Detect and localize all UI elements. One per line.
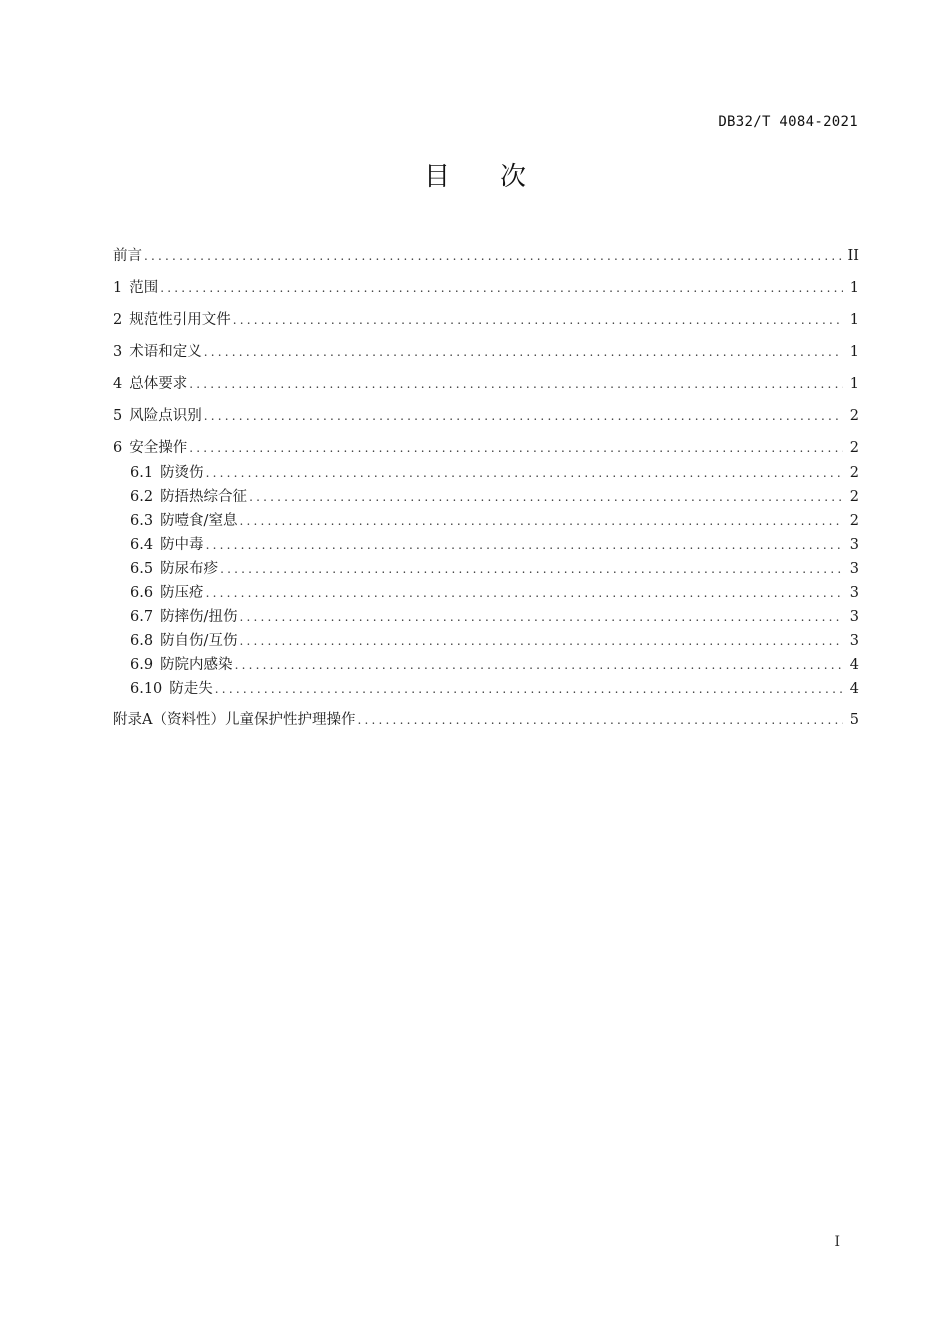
toc-page-number: 5 [849, 712, 859, 728]
toc-entry-title: 防尿布疹 [160, 561, 219, 577]
toc-leader-dots [215, 679, 843, 699]
title-char-2: 次 [500, 162, 527, 192]
toc-entry-title: 防院内感染 [160, 657, 233, 673]
toc-page-number: 3 [849, 537, 859, 553]
toc-entry-title: 防自伤/互伤 [160, 633, 238, 649]
toc-page-number: 1 [849, 280, 859, 296]
toc-leader-dots [233, 310, 843, 330]
toc-entry-2[interactable] [113, 310, 859, 330]
toc-entry-number: 6.8 [130, 633, 154, 649]
toc-page-number: 3 [849, 561, 859, 577]
toc-entry-number: 3 [113, 344, 123, 360]
toc-leader-dots [239, 607, 843, 627]
footer-page-number: I [834, 1234, 840, 1250]
toc-leader-dots [206, 463, 843, 483]
toc-leader-dots [189, 438, 843, 458]
toc-page-number: 3 [849, 633, 859, 649]
toc-entry-title: 风险点识别 [129, 408, 202, 424]
toc-entry-6-1[interactable] [130, 463, 859, 483]
toc-entry-6-8[interactable] [130, 631, 859, 651]
toc-entry-5[interactable] [113, 406, 859, 426]
toc-entry-title: 防捂热综合征 [160, 489, 248, 505]
toc-leader-dots [235, 655, 843, 675]
toc-entry-3[interactable] [113, 342, 859, 362]
document-code: DB32/T 4084-2021 [718, 114, 858, 130]
toc-entry-title: 防噎食/窒息 [160, 513, 238, 529]
toc-entry-number: 6.5 [130, 561, 154, 577]
toc-entry-number: 6.7 [130, 609, 154, 625]
toc-entry-title: 防中毒 [160, 537, 204, 553]
toc-page-number: 3 [849, 609, 859, 625]
toc-entry-6-2[interactable] [130, 487, 859, 507]
title-char-1: 目 [423, 162, 450, 192]
toc-entry-number: 6.4 [130, 537, 154, 553]
toc-page-number: 4 [849, 681, 859, 697]
toc-entry-6-3[interactable] [130, 511, 859, 531]
toc-entry-appendix-a[interactable] [113, 710, 859, 730]
toc-leader-dots [204, 342, 843, 362]
toc-leader-dots [144, 246, 842, 266]
toc-entry-title: 附录A（资料性）儿童保护性护理操作 [113, 712, 356, 728]
toc-entry-title: 总体要求 [129, 376, 188, 392]
toc-entry-4[interactable] [113, 374, 859, 394]
toc-page-number: 1 [849, 376, 859, 392]
toc-entry-foreword[interactable] [113, 246, 859, 266]
toc-leader-dots [206, 535, 843, 555]
toc-entry-number: 1 [113, 280, 123, 296]
toc-leader-dots [220, 559, 843, 579]
toc-page-number: 2 [849, 465, 859, 481]
toc-entry-6-4[interactable] [130, 535, 859, 555]
toc-page-number: 2 [849, 408, 859, 424]
toc-entry-title: 防摔伤/扭伤 [160, 609, 238, 625]
toc-entry-1[interactable] [113, 278, 859, 298]
toc-page-number: 1 [849, 312, 859, 328]
toc-entry-number: 4 [113, 376, 123, 392]
toc-page-number: 4 [849, 657, 859, 673]
toc-entry-number: 6.3 [130, 513, 154, 529]
toc-leader-dots [239, 631, 843, 651]
toc-entry-number: 5 [113, 408, 123, 424]
toc-entry-number: 6 [113, 440, 123, 456]
toc-entry-6-9[interactable] [130, 655, 859, 675]
toc-page-number: 2 [849, 513, 859, 529]
toc-entry-title: 防压疮 [160, 585, 204, 601]
toc-entry-number: 2 [113, 312, 123, 328]
toc-entry-6-5[interactable] [130, 559, 859, 579]
toc-entry-number: 6.6 [130, 585, 154, 601]
toc-entry-title: 规范性引用文件 [129, 312, 231, 328]
toc-entry-title: 防走失 [169, 681, 213, 697]
toc-leader-dots [160, 278, 843, 298]
toc-page-number: 1 [849, 344, 859, 360]
toc-leader-dots [239, 511, 843, 531]
toc-entry-number: 6.1 [130, 465, 154, 481]
toc-page-number: II [847, 248, 859, 264]
toc-page-number: 3 [849, 585, 859, 601]
toc-entry-title: 前言 [113, 248, 142, 264]
toc-entry-title: 安全操作 [129, 440, 188, 456]
toc-entry-number: 6.9 [130, 657, 154, 673]
toc-entry-6-7[interactable] [130, 607, 859, 627]
toc-entry-number: 6.10 [130, 681, 163, 697]
toc-entry-number: 6.2 [130, 489, 154, 505]
toc-entry-6[interactable] [113, 438, 859, 458]
toc-entry-title: 防烫伤 [160, 465, 204, 481]
toc-page-number: 2 [849, 440, 859, 456]
toc-leader-dots [357, 710, 843, 730]
toc-leader-dots [206, 583, 843, 603]
toc-entry-title: 范围 [129, 280, 159, 296]
toc-leader-dots [249, 487, 843, 507]
toc-entry-6-6[interactable] [130, 583, 859, 603]
toc-page-number: 2 [849, 489, 859, 505]
toc-leader-dots [204, 406, 843, 426]
toc-entry-6-10[interactable] [130, 679, 859, 699]
toc-leader-dots [189, 374, 843, 394]
toc-entry-title: 术语和定义 [129, 344, 202, 360]
